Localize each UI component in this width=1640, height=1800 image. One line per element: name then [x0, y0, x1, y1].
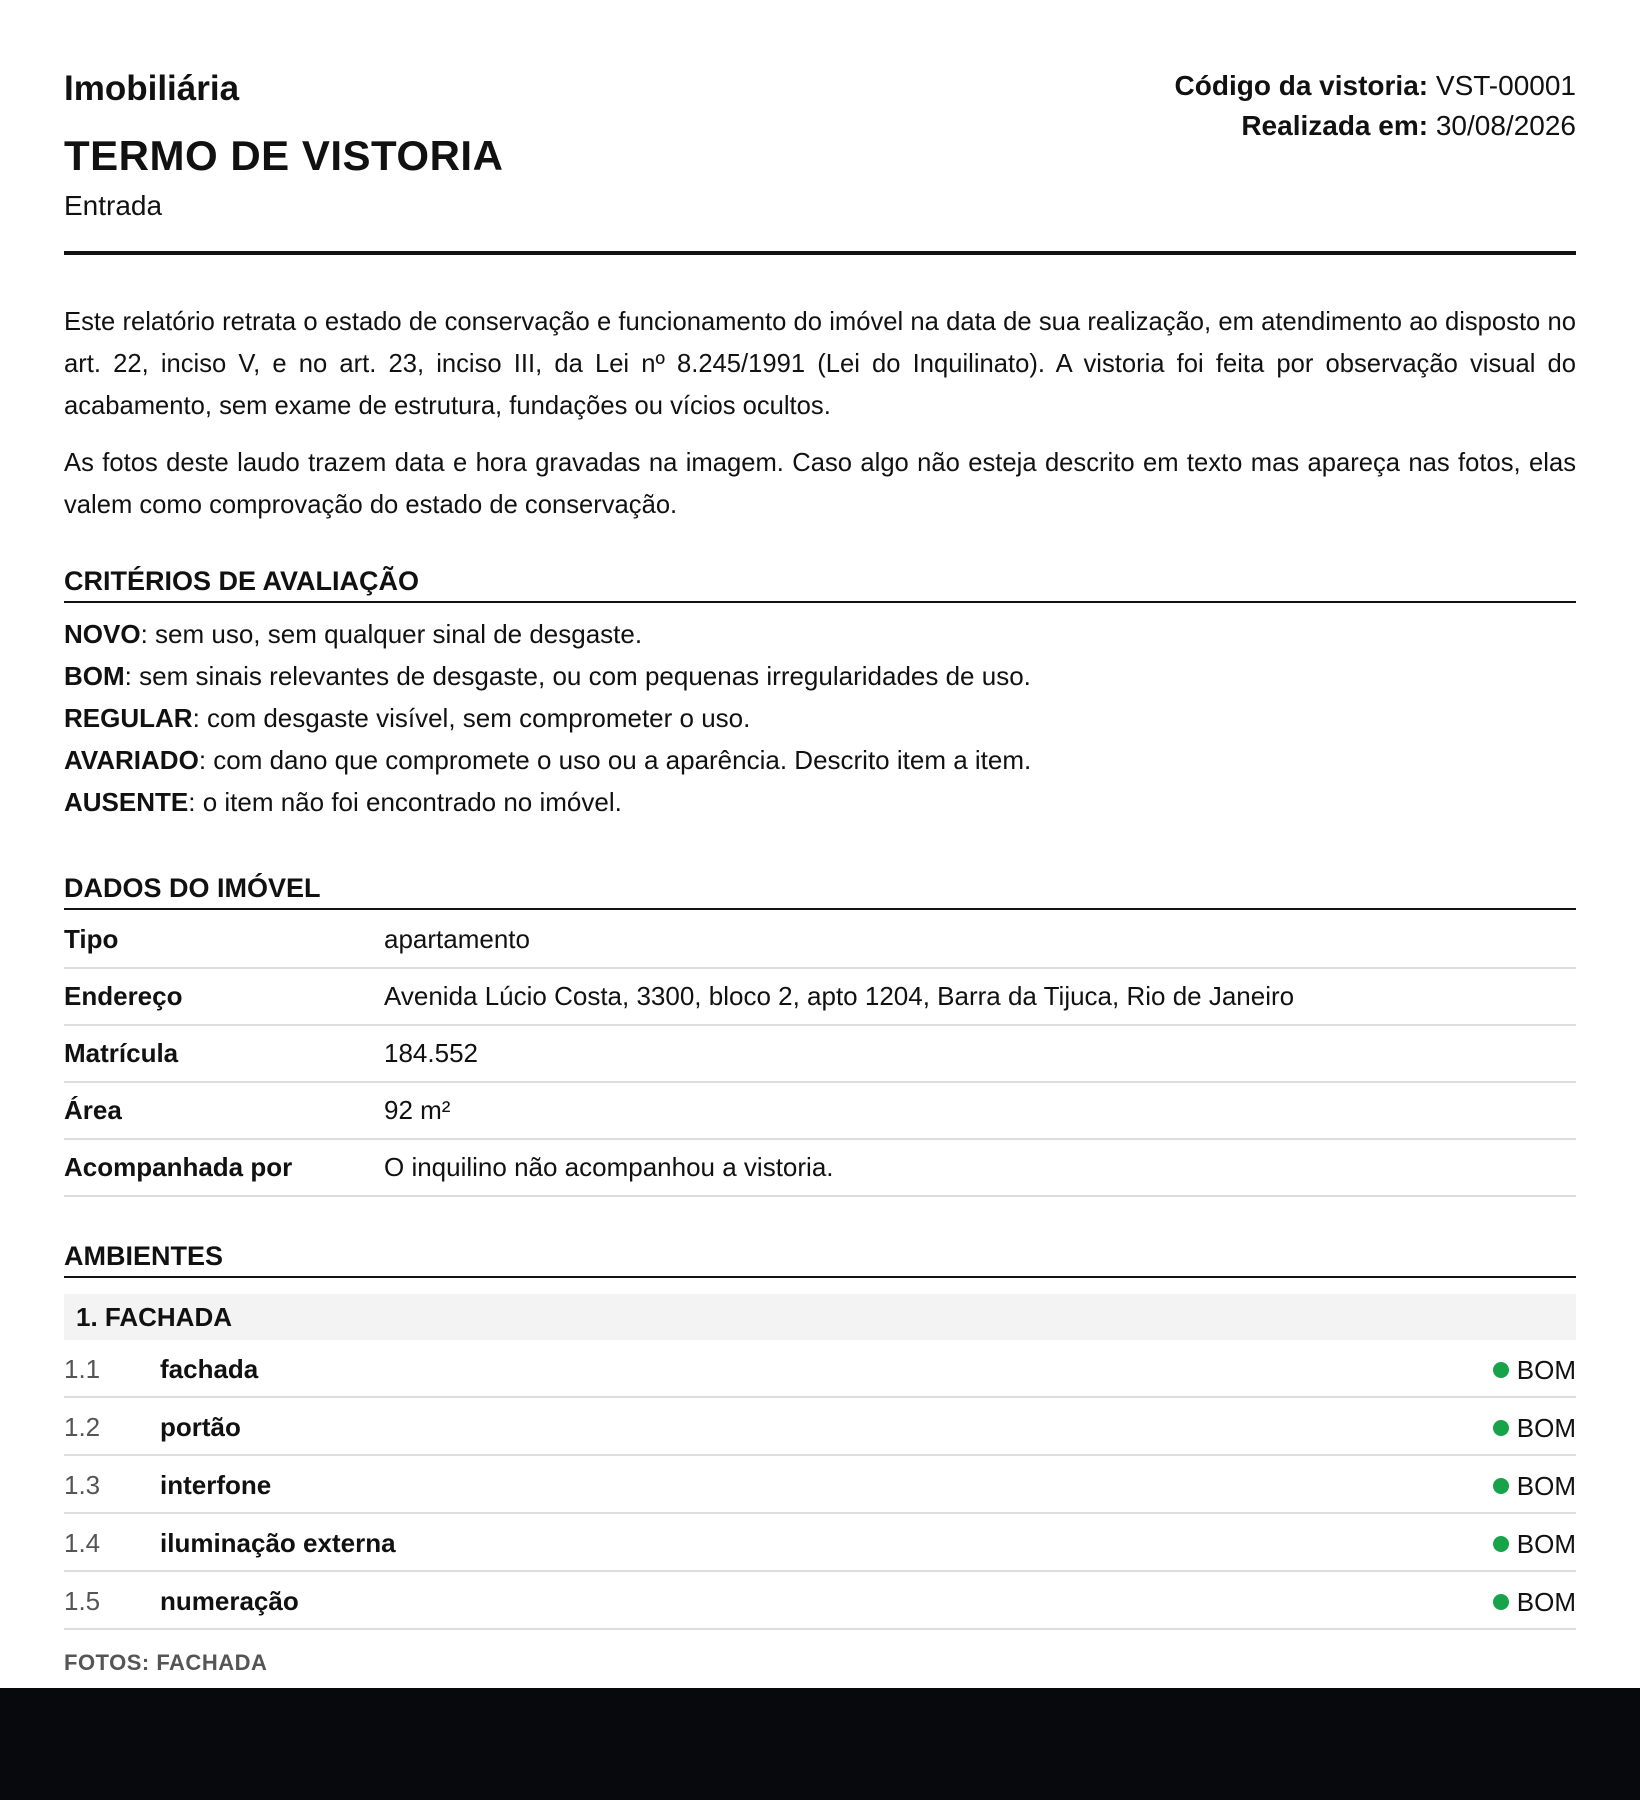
item-number: 1.1	[64, 1354, 101, 1384]
table-row	[64, 912, 1576, 968]
criteria-section	[64, 566, 1576, 823]
criteria-term: REGULAR	[64, 703, 193, 733]
status-badge	[1493, 1587, 1576, 1618]
property-value: O inquilino não acompanhou a vistoria.	[384, 1139, 1576, 1196]
list-item	[64, 1398, 1576, 1456]
rooms-title: AMBIENTES	[64, 1241, 1576, 1278]
status-dot-icon	[1493, 1478, 1509, 1494]
item-number: 1.4	[64, 1528, 101, 1558]
criteria-item	[64, 739, 1576, 781]
criteria-list	[64, 613, 1576, 823]
item-number: 1.3	[64, 1470, 101, 1500]
inspection-date	[1175, 106, 1576, 146]
list-item	[64, 1514, 1576, 1572]
room-heading: 1. FACHADA	[64, 1294, 1576, 1340]
document-subtitle: Entrada	[64, 190, 163, 221]
status-text: BOM	[1516, 1413, 1576, 1443]
company-name: Imobiliária	[64, 69, 240, 108]
criteria-title: CRITÉRIOS DE AVALIAÇÃO	[64, 566, 1576, 603]
property-label: Tipo	[64, 912, 384, 968]
status-badge	[1493, 1413, 1576, 1444]
intro-paragraph-2: As fotos deste laudo trazem data e hora gravadas na imagem. Caso algo não esteja descrito em texto mas apareça nas fotos, elas valem como comprovação do estado de conservação.	[64, 449, 1576, 519]
list-item	[64, 1340, 1576, 1398]
item-name: interfone	[160, 1470, 272, 1500]
document-content	[64, 60, 1576, 1676]
status-dot-icon	[1493, 1362, 1509, 1378]
inspection-code	[1175, 66, 1576, 106]
photos-label: FOTOS: FACHADA	[64, 1650, 268, 1675]
criteria-item	[64, 655, 1576, 697]
intro-text	[64, 301, 1576, 526]
status-badge	[1493, 1355, 1576, 1386]
property-label: Matrícula	[64, 1025, 384, 1082]
property-table	[64, 912, 1576, 1197]
property-section	[64, 873, 1576, 1197]
property-value: 92 m²	[384, 1082, 1576, 1139]
criteria-desc: : o item não foi encontrado no imóvel.	[188, 787, 622, 817]
criteria-term: AVARIADO	[64, 745, 199, 775]
list-item	[64, 1572, 1576, 1630]
status-badge	[1493, 1471, 1576, 1502]
item-name: portão	[160, 1412, 241, 1442]
intro-paragraph-1: Este relatório retrata o estado de conservação e funcionamento do imóvel na data de sua realização, em atendimento ao disposto no art. 22, inciso V, e no art. 23, inciso III, da Lei nº 8.245/1991 (Lei do Inquilinato). A vistoria foi feita por observação visual do acabamento, sem exame de estrutura, fundações ou vícios ocultos.	[64, 308, 1576, 420]
list-item	[64, 1456, 1576, 1514]
status-dot-icon	[1493, 1594, 1509, 1610]
property-value: Avenida Lúcio Costa, 3300, bloco 2, apto 1204, Barra da Tijuca, Rio de Janeiro	[384, 968, 1576, 1025]
criteria-desc: : sem sinais relevantes de desgaste, ou com pequenas irregularidades de uso.	[124, 661, 1031, 691]
criteria-desc: : com dano que compromete o uso ou a aparência. Descrito item a item.	[198, 745, 1032, 775]
table-row	[64, 968, 1576, 1025]
inspection-code-value: VST-00001	[1435, 70, 1576, 101]
criteria-desc: : com desgaste visível, sem comprometer o uso.	[192, 703, 751, 733]
item-name: numeração	[160, 1586, 299, 1616]
property-value: 184.552	[384, 1025, 1576, 1082]
status-text: BOM	[1516, 1471, 1576, 1501]
criteria-item	[64, 613, 1576, 655]
table-row	[64, 1139, 1576, 1196]
status-dot-icon	[1493, 1420, 1509, 1436]
property-label: Acompanhada por	[64, 1139, 384, 1196]
criteria-item	[64, 697, 1576, 739]
criteria-term: AUSENTE	[64, 787, 189, 817]
criteria-term: NOVO	[64, 619, 141, 649]
table-row	[64, 1082, 1576, 1139]
item-name: iluminação externa	[160, 1528, 396, 1558]
status-text: BOM	[1516, 1529, 1576, 1559]
criteria-term: BOM	[64, 661, 125, 691]
document-header	[64, 60, 1576, 255]
inspection-code-label: Código da vistoria:	[1174, 70, 1429, 101]
property-label: Área	[64, 1082, 384, 1139]
inspection-date-label: Realizada em:	[1241, 110, 1429, 141]
property-value: apartamento	[384, 912, 1576, 968]
table-row	[64, 1025, 1576, 1082]
item-number: 1.5	[64, 1586, 101, 1616]
inspection-date-value: 30/08/2026	[1435, 110, 1576, 141]
criteria-item	[64, 781, 1576, 823]
status-text: BOM	[1516, 1355, 1576, 1385]
status-text: BOM	[1516, 1587, 1576, 1617]
status-badge	[1493, 1529, 1576, 1560]
criteria-desc: : sem uso, sem qualquer sinal de desgaste.	[140, 619, 643, 649]
status-dot-icon	[1493, 1536, 1509, 1552]
inspection-meta	[1175, 66, 1576, 146]
property-label: Endereço	[64, 968, 384, 1025]
item-name: fachada	[160, 1354, 259, 1384]
rooms-section	[64, 1241, 1576, 1676]
document-title: TERMO DE VISTORIA	[64, 132, 504, 179]
property-title: DADOS DO IMÓVEL	[64, 873, 1576, 910]
bottom-bar	[0, 1688, 1640, 1800]
item-number: 1.2	[64, 1412, 101, 1442]
